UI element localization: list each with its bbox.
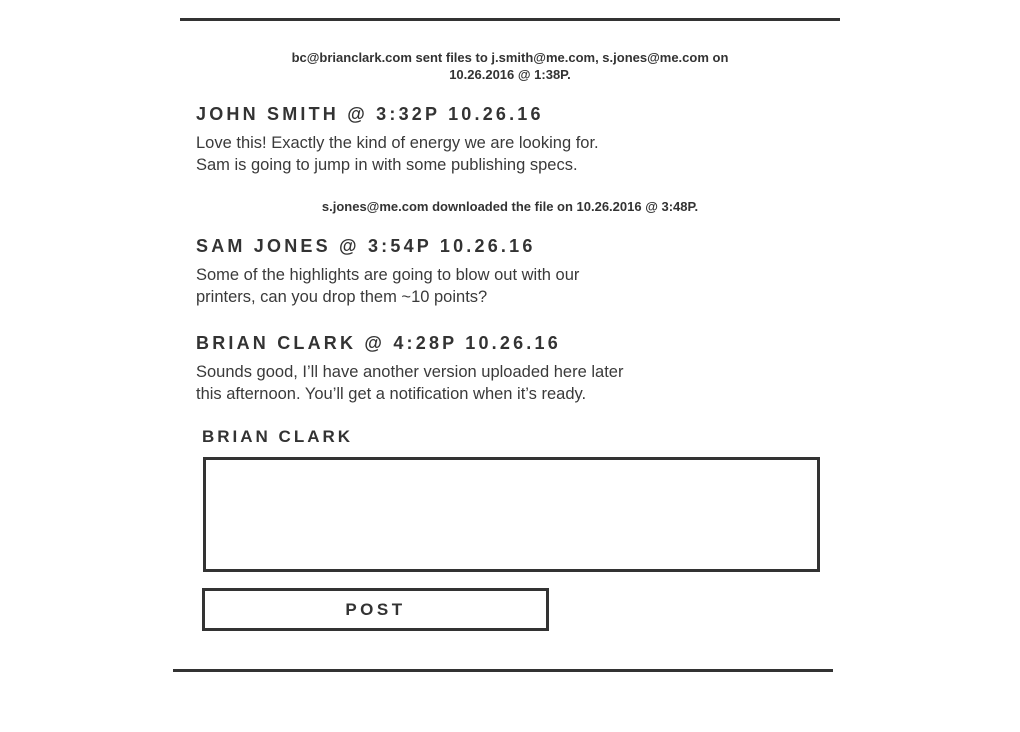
post-button[interactable]: POST (202, 588, 549, 631)
comment-line: Sam is going to jump in with some publishing specs. (196, 156, 578, 174)
comment-header: BRIAN CLARK @ 4:28P 10.26.16 (196, 333, 561, 353)
reply-author-label: BRIAN CLARK (202, 427, 354, 446)
comment-line: this afternoon. You’ll get a notification when it’s ready. (196, 385, 587, 403)
comment-line: Some of the highlights are going to blow out with our (196, 266, 580, 284)
comment-body (196, 361, 666, 405)
comment-line: Sounds good, I’ll have another version uploaded here later (196, 363, 624, 381)
comment-line: printers, can you drop them ~10 points? (196, 288, 488, 306)
comment-header: SAM JONES @ 3:54P 10.26.16 (196, 236, 536, 256)
activity-downloaded-file (250, 198, 770, 215)
bottom-divider (173, 669, 833, 672)
activity-text: s.jones@me.com downloaded the file on 10.26.2016 @ 3:48P. (321, 199, 699, 214)
top-divider (180, 18, 840, 21)
comment-body (196, 264, 666, 308)
reply-input[interactable] (203, 457, 820, 572)
comment (196, 332, 666, 405)
comment-line: Love this! Exactly the kind of energy we are looking for. (196, 134, 599, 152)
activity-text: 10.26.2016 @ 1:38P. (449, 67, 571, 82)
activity-sent-files (270, 49, 750, 83)
comment-body (196, 132, 666, 176)
comment-header: JOHN SMITH @ 3:32P 10.26.16 (196, 104, 544, 124)
comment (196, 103, 666, 176)
comment (196, 235, 666, 308)
activity-text: bc@brianclark.com sent files to j.smith@me.com, s.jones@me.com on (291, 50, 729, 65)
